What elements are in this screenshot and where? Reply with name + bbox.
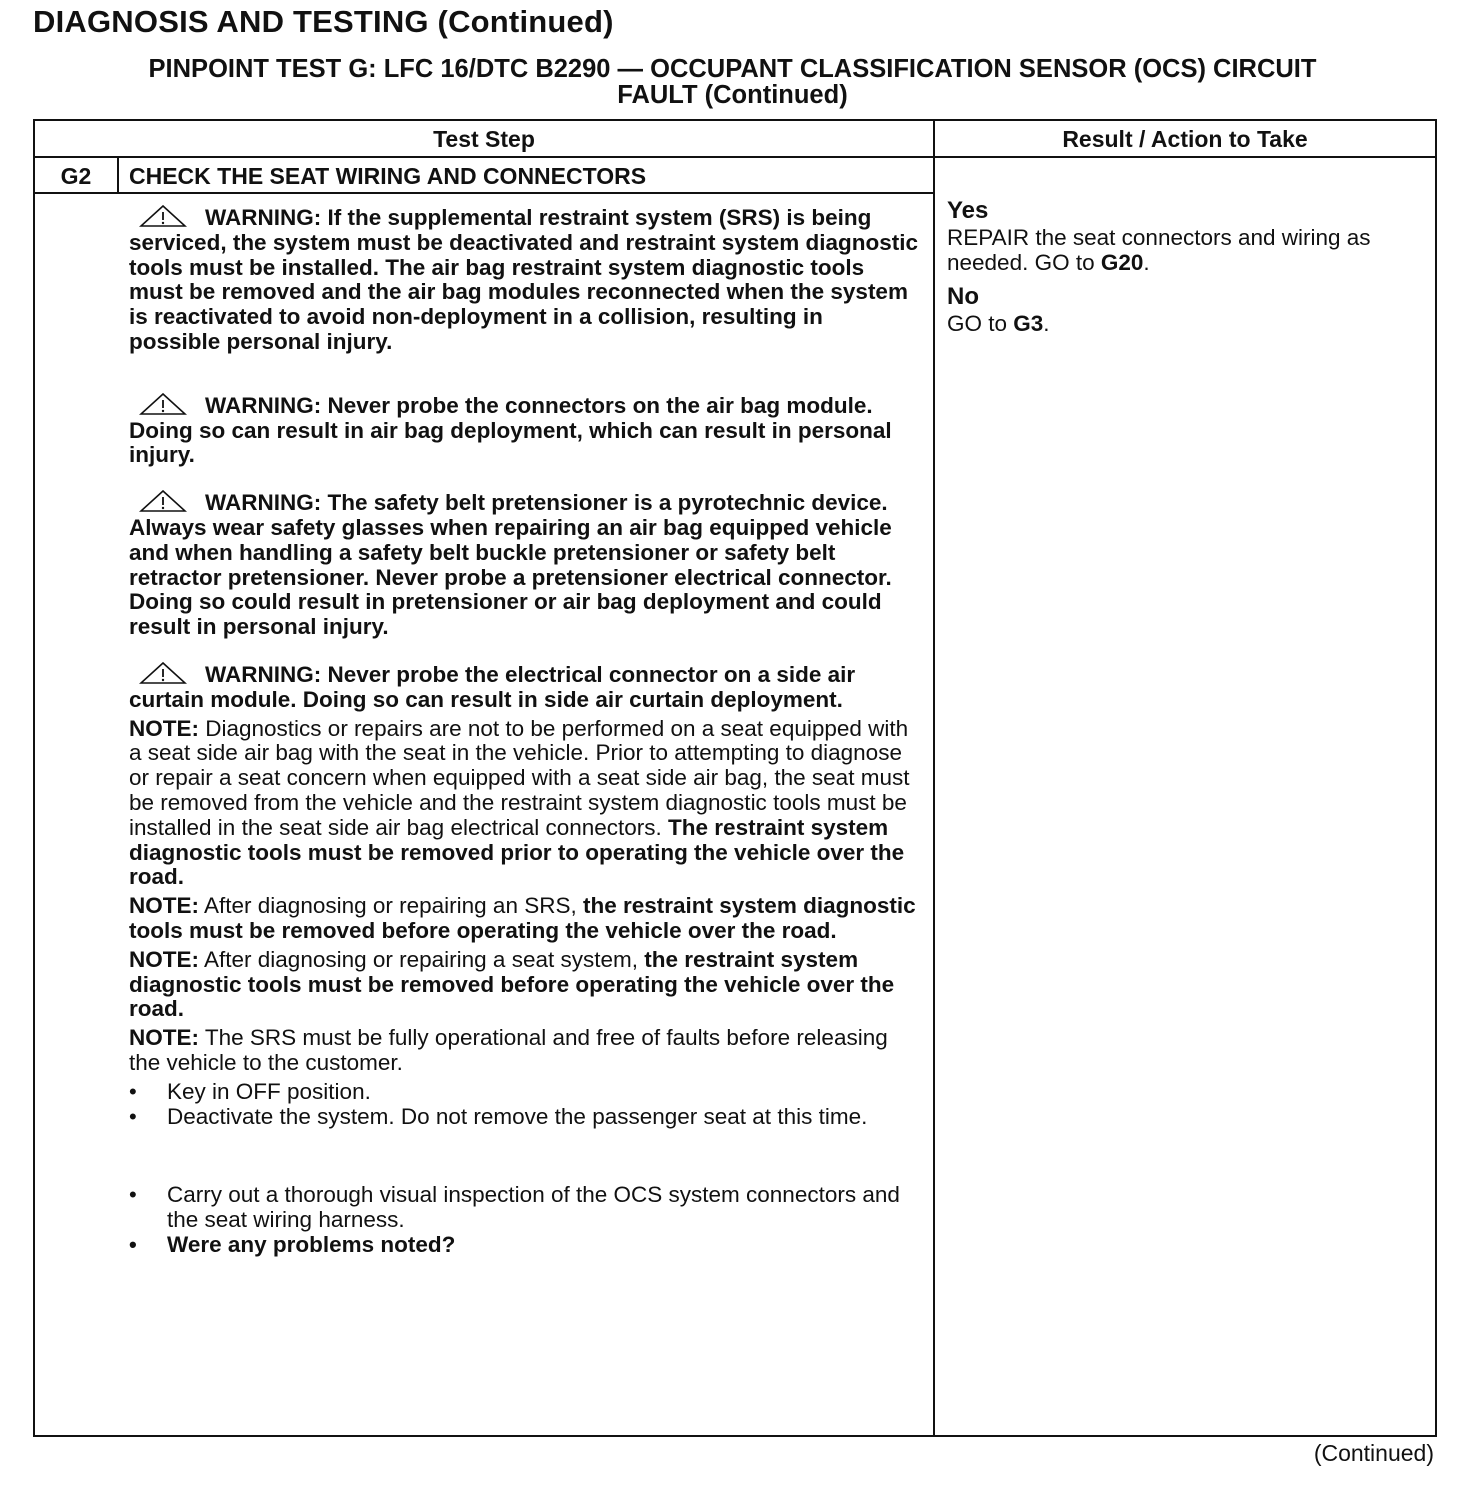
bullet-list-a — [129, 1080, 919, 1130]
warning-triangle-icon — [139, 205, 187, 227]
test-title-line-1: PINPOINT TEST G: LFC 16/DTC B2290 — OCCUPANT CLASSIFICATION SENSOR (OCS) CIRCUIT — [148, 55, 1317, 83]
warning-text: WARNING: If the supplemental restraint system (SRS) is being serviced, the system must be deactivated and restraint system diagnostic tools must be installed. The air bag restraint system diagnostic tools must be removed and the air bag modules reconnected when the system is reactivated to avoid non-deployment in a collision, resulting in possible personal injury. — [129, 205, 919, 354]
bullet-glyph: • — [129, 1231, 137, 1257]
step-id: G2 — [60, 163, 92, 189]
list-item: • Deactivate the system. Do not remove the passenger seat at this time. — [129, 1103, 868, 1129]
step-title: CHECK THE SEAT WIRING AND CONNECTORS — [129, 163, 647, 189]
warning-triangle-icon — [139, 393, 187, 415]
result-action-cell — [947, 197, 1433, 336]
warning-pretensioner — [129, 490, 919, 640]
note-text: After diagnosing or repairing an SRS, — [199, 893, 583, 919]
result-no-text: GO to G3. — [947, 311, 1050, 336]
note-label: NOTE: — [129, 1025, 199, 1051]
bullet-glyph: • — [129, 1078, 137, 1104]
note-label: NOTE: — [129, 715, 199, 741]
pinpoint-test-title — [60, 56, 1405, 108]
note-text: The SRS must be fully operational and free of faults before releasing the vehicle to the customer. — [129, 1025, 888, 1075]
note-text: After diagnosing or repairing a seat system, — [199, 946, 645, 972]
note-bold-text: the restraint system diagnostic tools must be removed before operating the vehicle over the road. — [129, 893, 916, 943]
note-label: NOTE: — [129, 893, 199, 919]
column-divider — [933, 121, 935, 1435]
test-title-line-2: FAULT (Continued) — [617, 81, 848, 109]
note-text: Diagnostics or repairs are not to be performed on a seat equipped with a seat side air bag with the seat in the vehicle. Prior to attempting to diagnose or repair a seat concern when equipped with a seat side air bag, the seat must be removed from the vehicle and the restraint system diagnostic tools must be installed in the seat side air bag electrical connectors. — [129, 715, 910, 840]
test-step-table — [33, 119, 1437, 1437]
warning-text: WARNING: The safety belt pretensioner is a pyrotechnic device. Always wear safety glasses when repairing an air bag equipped vehicle and when handling a safety belt buckle pretensioner or safety belt retractor pretensioner. Never probe a pretensioner electrical connector. Doing so could result in pretensioner or air bag deployment and could result in personal injury. — [129, 490, 892, 640]
note-after-seat-system — [129, 948, 919, 1022]
header-test-step: Test Step — [433, 126, 535, 152]
result-yes-target: G20 — [1100, 250, 1144, 275]
warning-srs-service — [129, 205, 919, 355]
note-srs-operational — [129, 1026, 919, 1076]
warning-triangle-icon — [139, 662, 187, 684]
bullet-list-b — [129, 1183, 919, 1257]
warning-text: WARNING: Never probe the electrical connector on a side air curtain module. Doing so can result in side air curtain deployment. — [129, 661, 856, 712]
header-result-action: Result / Action to Take — [1062, 126, 1308, 152]
note-label: NOTE: — [129, 946, 199, 972]
bullet-glyph: • — [129, 1103, 137, 1129]
step-id-divider — [117, 157, 119, 193]
continued-label: (Continued) — [1313, 1440, 1434, 1466]
warning-air-bag-connectors — [129, 393, 919, 468]
result-yes-label: Yes — [947, 197, 989, 224]
result-yes-text: REPAIR the seat connectors and wiring as needed. GO to G20. — [947, 225, 1371, 275]
bullet-glyph: • — [129, 1182, 137, 1208]
note-bold-text: The restraint system diagnostic tools must be removed prior to operating the vehicle over the road. — [129, 814, 905, 890]
warning-side-air-curtain — [129, 662, 919, 713]
question-item: • Were any problems noted? — [129, 1231, 456, 1257]
result-no-target: G3 — [1013, 311, 1044, 336]
step-body — [129, 205, 919, 1258]
note-seat-side-air-bag — [129, 717, 919, 891]
note-after-srs — [129, 894, 919, 944]
warning-text: WARNING: Never probe the connectors on the air bag module. Doing so can result in air bag deployment, which can result in personal injury. — [129, 392, 892, 468]
page-title: DIAGNOSIS AND TESTING (Continued) — [33, 4, 614, 39]
list-item: • Key in OFF position. — [129, 1078, 371, 1104]
result-no-label: No — [947, 283, 979, 310]
list-item: • Carry out a thorough visual inspection of the OCS system connectors and the seat wiring harness. — [129, 1182, 900, 1233]
warning-triangle-icon — [139, 490, 187, 512]
note-bold-text: the restraint system diagnostic tools must be removed before operating the vehicle over the road. — [129, 946, 895, 1022]
